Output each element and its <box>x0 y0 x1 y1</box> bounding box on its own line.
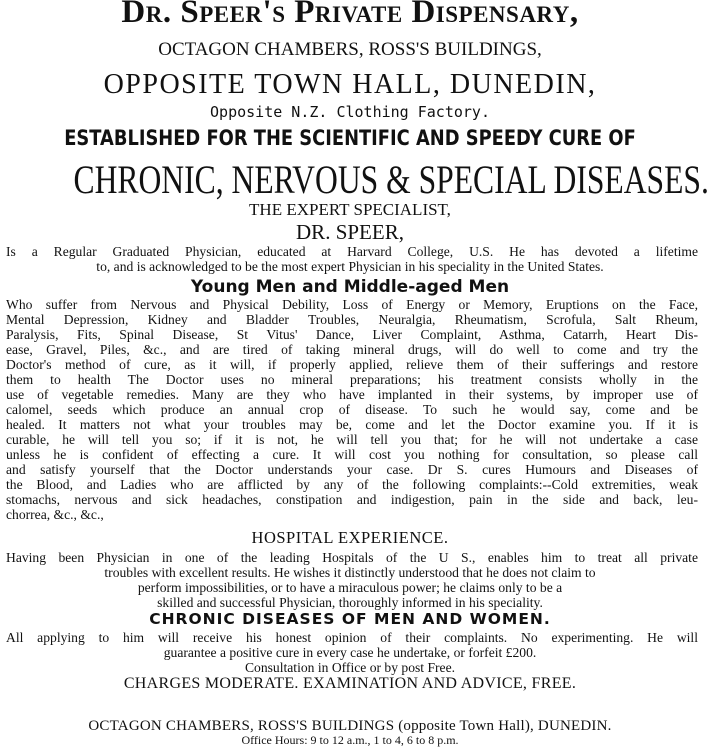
diseases-heading: CHRONIC, NERVOUS & SPECIAL DISEASES. <box>73 157 709 202</box>
men-text-line: the Blood, and Ladies who are afflicted by any of the following complaints:--Cold extremities, weak <box>6 477 698 492</box>
men-text-line: ease, Gravel, Piles, &c., and are tired of taking mineral drugs, will do well to come and try the <box>6 342 698 357</box>
men-text-line: Mental Depression, Kidney and Bladder Troubles, Neuralgia, Rheumatism, Scrofula, Salt Rheum, <box>6 312 698 327</box>
address-line-3: Opposite N.Z. Clothing Factory. <box>210 103 490 121</box>
hospital-text-line: troubles with excellent results. He wishes it distinctly understood that he does not claim to <box>104 565 596 580</box>
charges-line: CHARGES MODERATE. EXAMINATION AND ADVICE, FREE. <box>123 675 577 692</box>
doctor-name: DR. SPEER, <box>296 220 404 244</box>
hospital-heading: HOSPITAL EXPERIENCE. <box>251 528 449 547</box>
call-address: OCTAGON CHAMBERS, ROSS'S BUILDINGS (opposite Town Hall), DUNEDIN. <box>88 718 612 734</box>
men-text-line: calomel, seeds which produce an annual crop of disease. To such he would say, come and be <box>6 402 698 417</box>
address-line-2: OPPOSITE TOWN HALL, DUNEDIN, <box>103 69 597 100</box>
men-text-line: chorrea, &c., &c., <box>6 507 104 522</box>
men-heading: Young Men and Middle-aged Men <box>190 277 510 297</box>
men-text-line: stomachs, nervous and sick headaches, constipation and indigestion, pain in the side and back, leu- <box>6 492 698 507</box>
men-text-line: Paralysis, Fits, Spinal Disease, St Vitus' Dance, Liver Complaint, Asthma, Catarrh, Heart Dis- <box>6 327 698 342</box>
men-text-line: and satisfy yourself that the Doctor understands your case. Dr S. cures Humours and Diseases of <box>6 462 698 477</box>
men-text-line: unless he is confident of effecting a cure. It will cost you nothing for consultation, so please call <box>6 447 698 462</box>
address-line-1: OCTAGON CHAMBERS, ROSS'S BUILDINGS, <box>158 39 542 60</box>
men-text-line: use of vegetable remedies. Many are they who have implanted in their systems, by improper use of <box>6 387 698 402</box>
office-hours: Office Hours: 9 to 12 a.m., 1 to 4, 6 to 8 p.m. <box>241 733 459 747</box>
established-heading: ESTABLISHED FOR THE SCIENTIFIC AND SPEEDY CURE OF <box>64 126 636 151</box>
men-text-line: them to health The Doctor uses no mineral preparations; his treatment consists wholly in the <box>6 372 698 387</box>
chronic-heading: CHRONIC DISEASES OF MEN AND WOMEN. <box>149 610 551 628</box>
expert-heading: THE EXPERT SPECIALIST, <box>249 200 451 219</box>
men-text-line: healed. It matters not what your troubles may be, come and let the Doctor examine you. If it is <box>6 417 698 432</box>
hospital-text-line: skilled and successful Physician, thoroughly informed in his speciality. <box>157 595 543 610</box>
men-text-line: curable, he will tell you so; if it is not, he will tell you that; for he will not undertake a case <box>6 432 698 447</box>
men-text-line: Doctor's method of cure, as it will, if properly applied, relieve them of their sufferings and restore <box>6 357 698 372</box>
intro-line-1: Is a Regular Graduated Physician, educated at Harvard College, U.S. He has devoted a lifetime <box>6 244 698 259</box>
page-title: Dr. Speer's Private Dispensary, <box>121 0 579 30</box>
men-text-line: Who suffer from Nervous and Physical Debility, Loss of Energy or Memory, Eruptions on the Face, <box>6 297 698 312</box>
chronic-text-line: Consultation in Office or by post Free. <box>244 660 456 675</box>
intro-line-2: to, and is acknowledged to be the most expert Physician in his speciality in the United States. <box>96 259 604 274</box>
chronic-text-line: guarantee a positive cure in every case he undertake, or forfeit £200. <box>163 645 537 660</box>
chronic-text-line: All applying to him will receive his honest opinion of their complaints. No experimenting. He will <box>6 630 698 645</box>
hospital-text-line: Having been Physician in one of the leading Hospitals of the U S., enables him to treat all private <box>6 550 698 565</box>
hospital-text-line: perform impossibilities, or to have a miraculous power; he claims only to be a <box>137 580 563 595</box>
